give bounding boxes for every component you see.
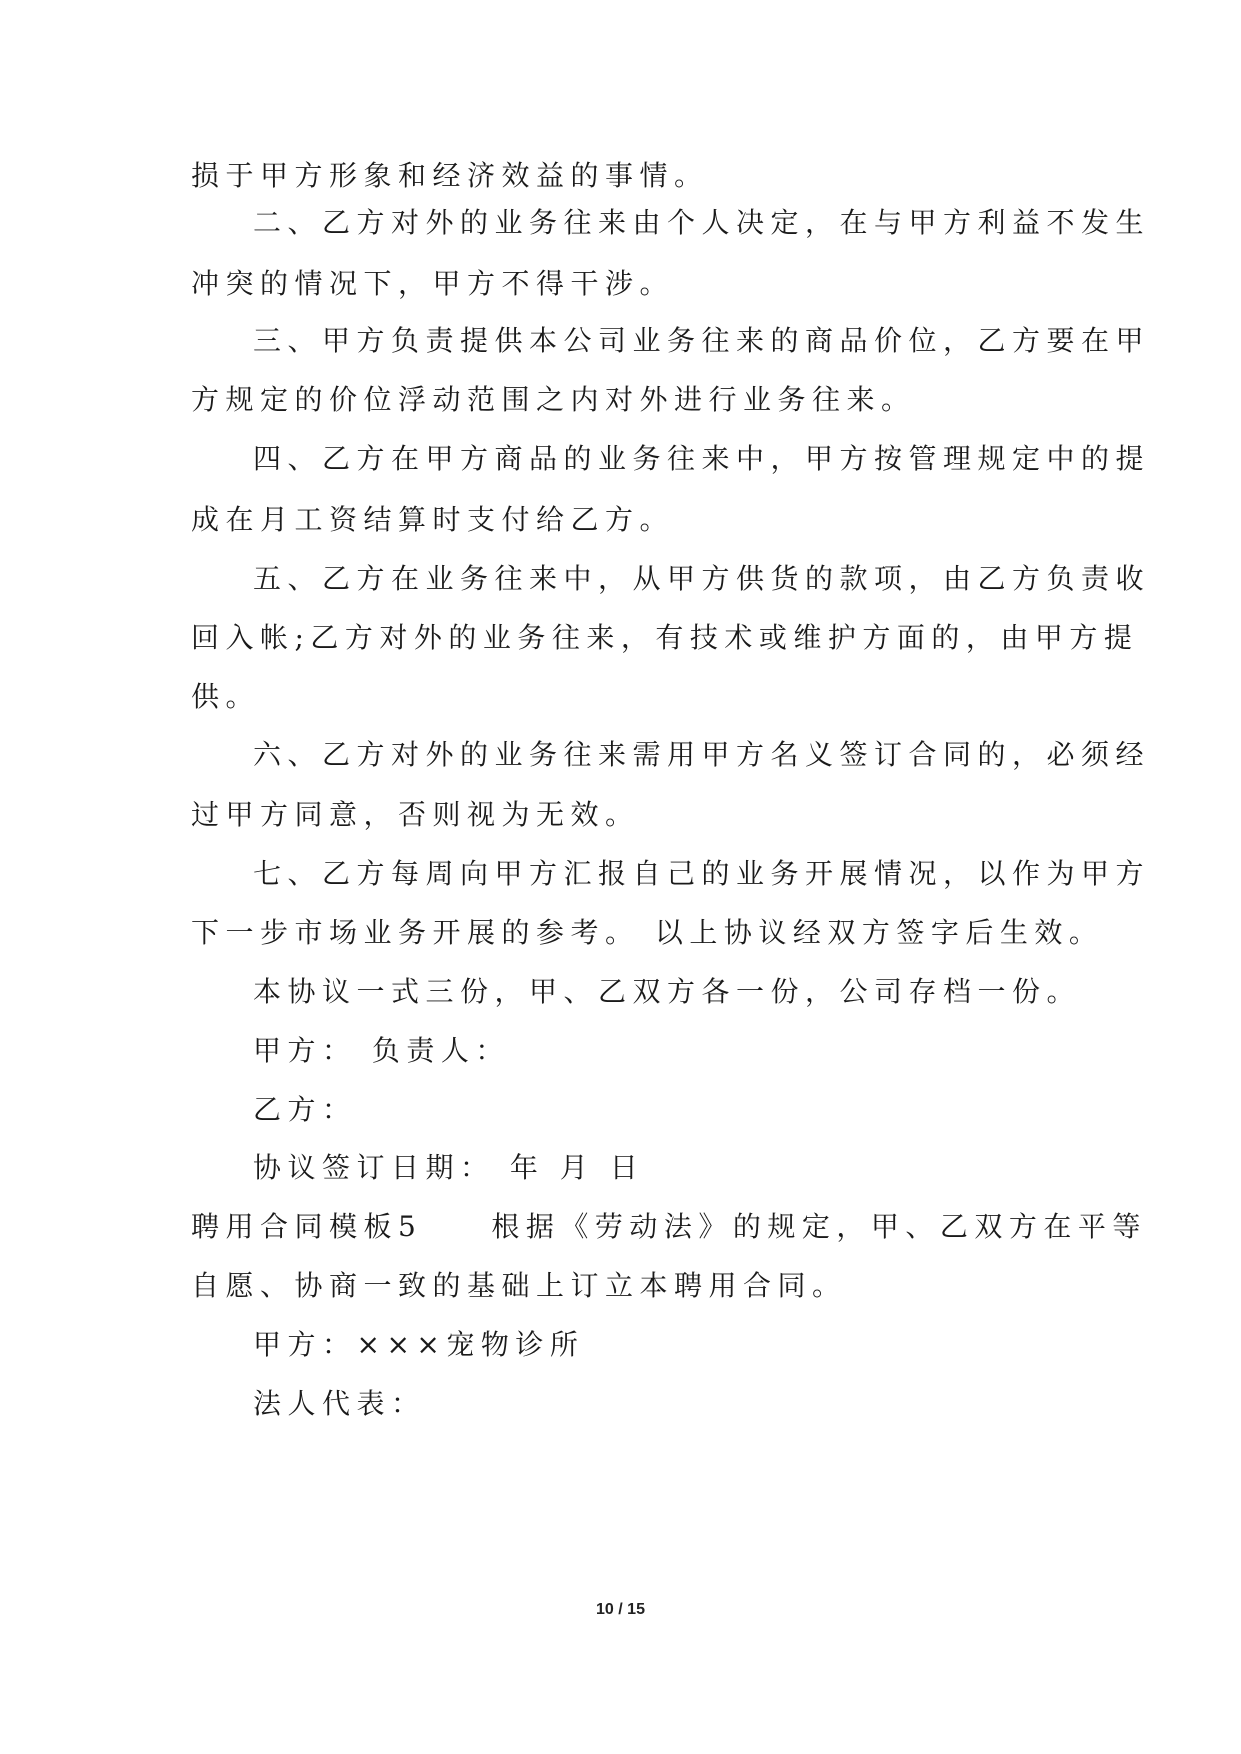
text-line: 回入帐;乙方对外的业务往来，有技术或维护方面的，由甲方提 — [191, 621, 1139, 654]
text-line: 自愿、协商一致的基础上订立本聘用合同。 — [191, 1269, 847, 1302]
text-line: 六、乙方对外的业务往来需用甲方名义签订合同的，必须经 — [253, 738, 1151, 771]
text-line: 过甲方同意，否则视为无效。 — [191, 798, 640, 831]
text-line: 四、乙方在甲方商品的业务往来中，甲方按管理规定中的提 — [253, 442, 1151, 475]
text-line: 甲方： 负责人： — [253, 1034, 510, 1067]
text-line: 方规定的价位浮动范围之内对外进行业务往来。 — [191, 383, 916, 416]
page-number: 10 / 15 — [596, 1601, 645, 1618]
text-line: 冲突的情况下，甲方不得干涉。 — [191, 267, 675, 300]
text-line: 甲方：×××宠物诊所 — [253, 1328, 585, 1361]
text-line: 二、乙方对外的业务往来由个人决定，在与甲方利益不发生 — [253, 206, 1151, 239]
text-line: 成在月工资结算时支付给乙方。 — [191, 503, 675, 536]
text-line: 七、乙方每周向甲方汇报自己的业务开展情况，以作为甲方 — [253, 857, 1151, 890]
section-heading-line: 聘用合同模板5 根据《劳动法》的规定，甲、乙双方在平等 — [191, 1210, 1147, 1243]
text-line: 法人代表： — [253, 1387, 426, 1420]
text-line: 五、乙方在业务往来中，从甲方供货的款项，由乙方负责收 — [253, 562, 1151, 595]
text-line: 三、甲方负责提供本公司业务往来的商品价位，乙方要在甲 — [253, 324, 1151, 357]
text-line: 本协议一式三份，甲、乙双方各一份，公司存档一份。 — [253, 975, 1082, 1008]
text-line: 供。 — [191, 680, 261, 713]
text-line: 下一步市场业务开展的参考。 以上协议经双方签字后生效。 — [191, 916, 1104, 949]
text-line: 乙方： — [253, 1093, 357, 1126]
text-line: 协议签订日期： 年 月 日 — [253, 1151, 645, 1184]
text-line: 损于甲方形象和经济效益的事情。 — [191, 159, 709, 192]
